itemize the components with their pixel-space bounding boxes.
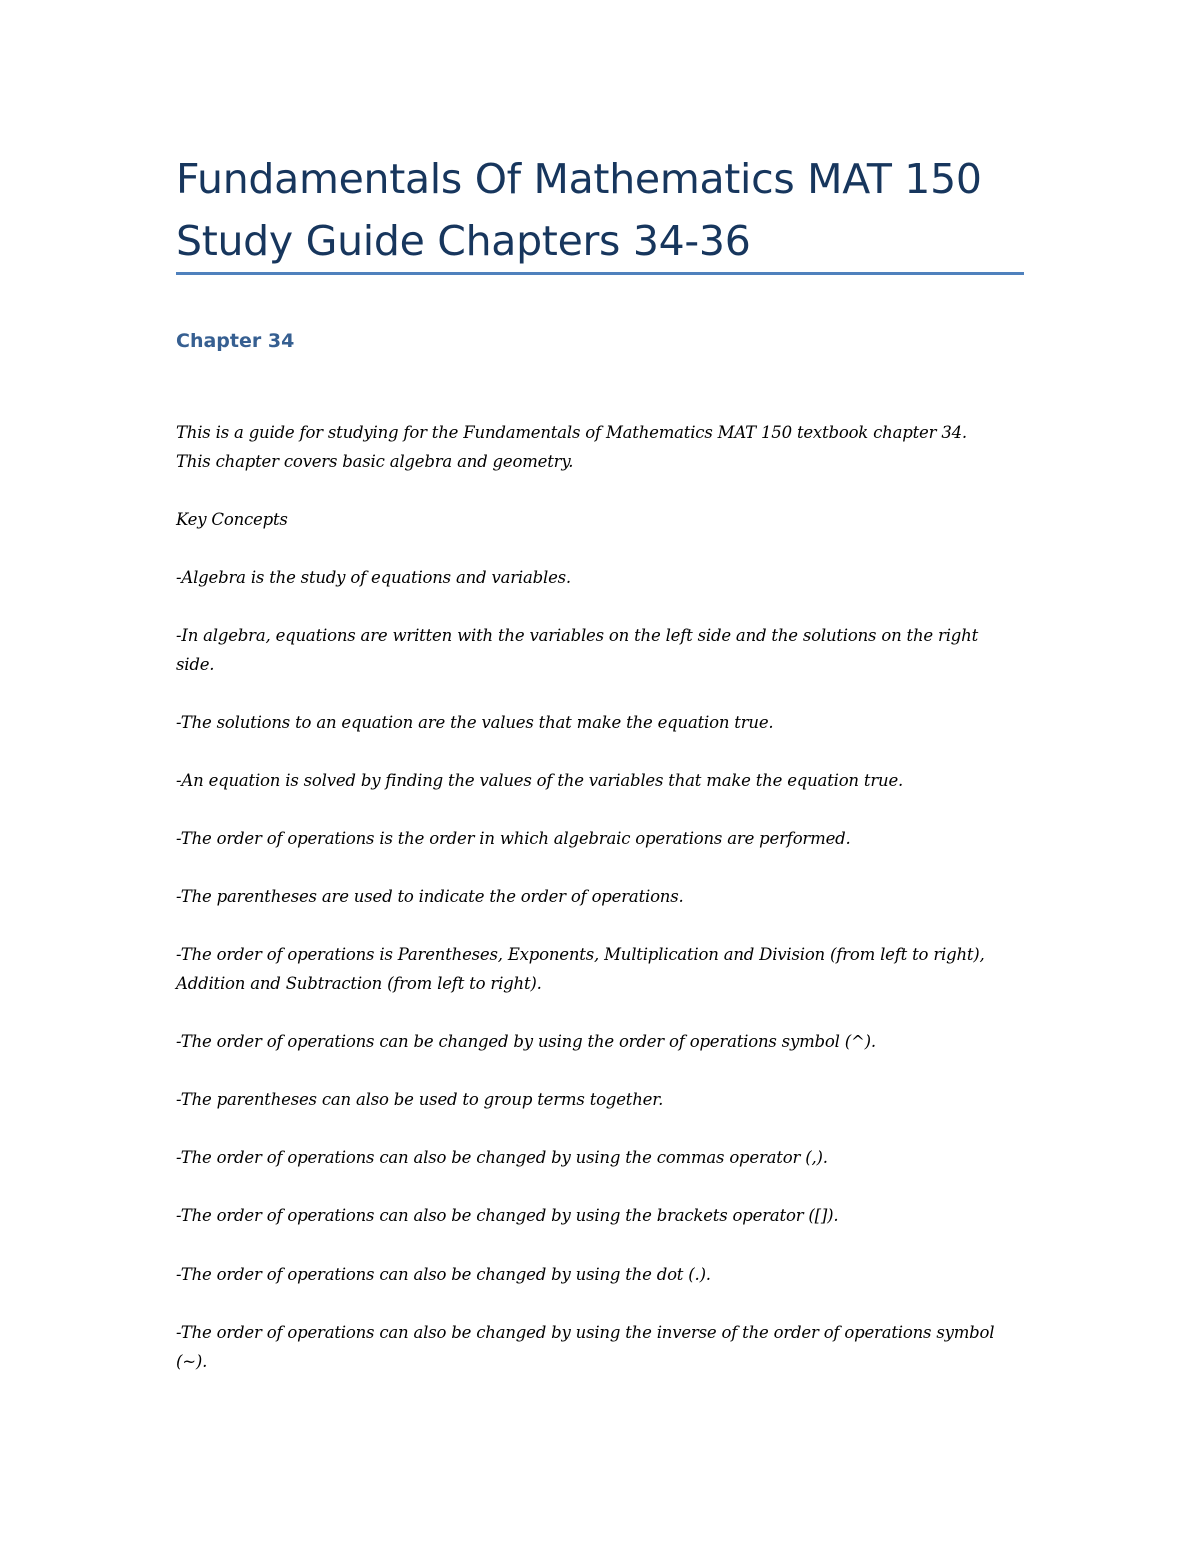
concept-item: -The order of operations can also be changed by using the inverse of the order of operations symbol (~). [176, 1323, 995, 1371]
concept-item: -The order of operations can also be changed by using the dot (.). [176, 1265, 711, 1284]
concept-item: -The solutions to an equation are the values that make the equation true. [176, 713, 774, 732]
key-concepts-label: Key Concepts [176, 510, 288, 529]
concept-item: -Algebra is the study of equations and variables. [176, 568, 571, 587]
document-title: Fundamentals Of Mathematics MAT 150 Study Guide Chapters 34-36 [176, 155, 982, 265]
concept-item: -The parentheses are used to indicate the order of operations. [176, 887, 684, 906]
concept-item: -The order of operations can also be changed by using the commas operator (,). [176, 1148, 828, 1167]
concept-item: -The order of operations is the order in which algebraic operations are performed. [176, 829, 851, 848]
concept-item: -The order of operations can also be changed by using the brackets operator ([]). [176, 1206, 839, 1225]
concept-item: -In algebra, equations are written with the variables on the left side and the solutions on the right side. [176, 626, 979, 674]
concept-item: -An equation is solved by finding the values of the variables that make the equation true. [176, 771, 904, 790]
concept-item: -The parentheses can also be used to group terms together. [176, 1090, 664, 1109]
concept-item: -The order of operations is Parentheses, Exponents, Multiplication and Division (from left to right), Addition and Subtraction (from left to right). [176, 945, 985, 993]
intro-paragraph: This is a guide for studying for the Fundamentals of Mathematics MAT 150 textbook chapter 34. This chapter covers basic algebra and geometry. [176, 423, 967, 471]
title-underline [176, 272, 1024, 275]
chapter-heading: Chapter 34 [176, 330, 295, 352]
concept-item: -The order of operations can be changed by using the order of operations symbol (^). [176, 1032, 876, 1051]
